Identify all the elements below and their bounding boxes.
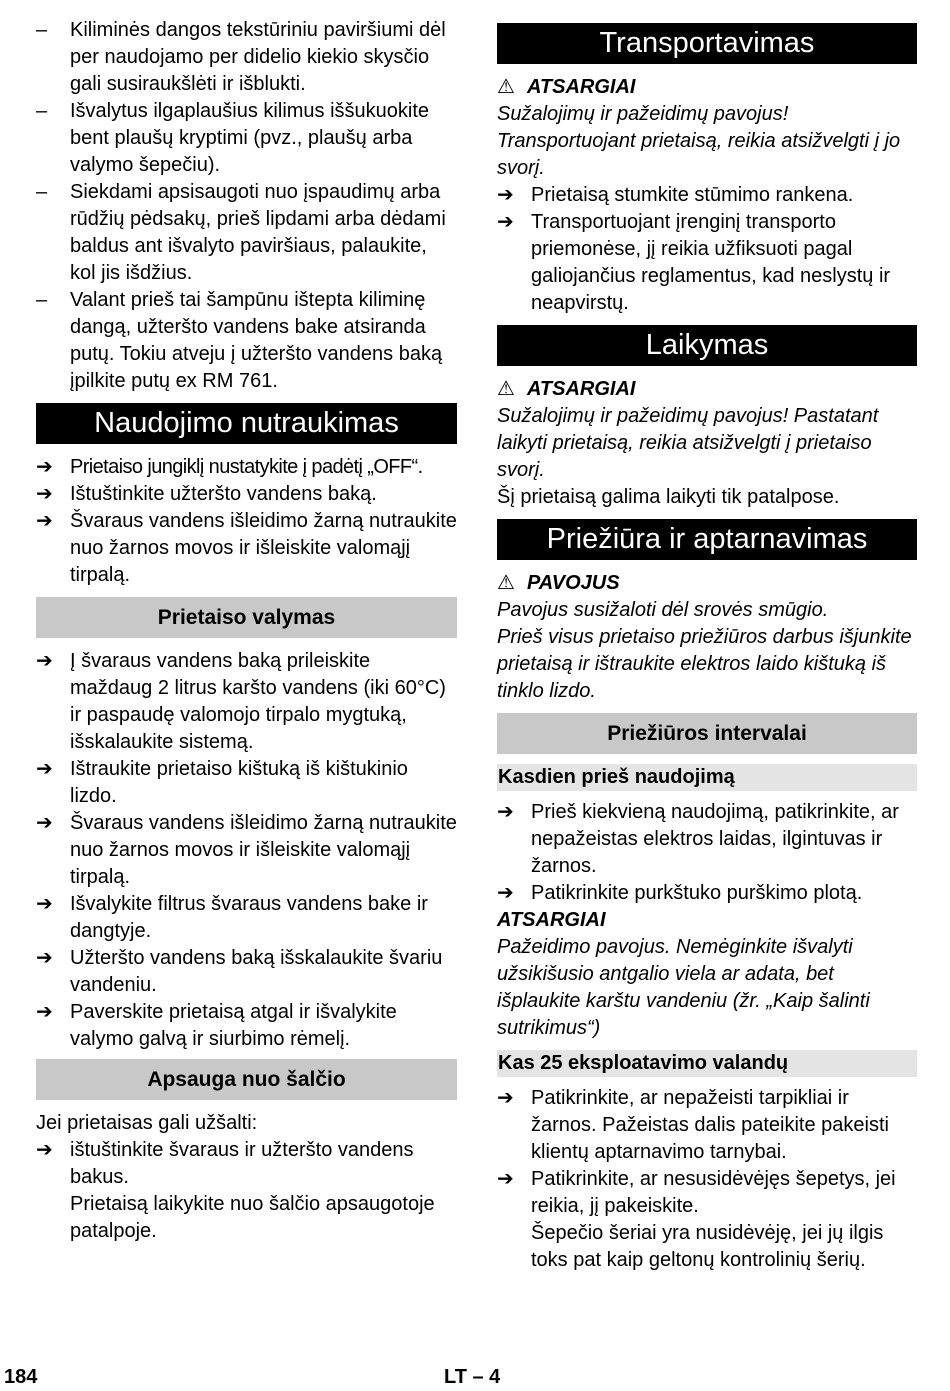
list-item: ➔ Prietaisą stumkite stūmimo rankena. (497, 182, 917, 209)
list-item: ➔ Transportuojant įrenginį transporto priemonėse, jį reikia užfiksuoti pagal galiojančius reglamentus, kad neslystų ir neapvirstų. (497, 209, 917, 317)
section-heading-intervals: Priežiūros intervalai (497, 713, 917, 754)
language-page-label: LT – 4 (444, 1366, 501, 1388)
list-item: – Išvalytus ilgaplaušius kilimus iššukuokite bent plaušų kryptimi (pvz., plaušų arba valymo šepečiu). (36, 98, 457, 179)
frost-note: Prietaisą laikykite nuo šalčio apsaugotoje patalpoje. (70, 1193, 435, 1242)
list-item: ➔ Prieš kiekvieną naudojimą, patikrinkite, ar nepažeistas elektros laidas, ilgintuvas ir žarnos. (497, 799, 917, 880)
daily-caution-label: ATSARGIAI (497, 909, 606, 931)
daily-caution-text: Pažeidimo pavojus. Nemėginkite išvalyti užsikišusio antgalio viela ar adata, bet išplaukite karštu vandeniu (žr. „Kaip šalinti sutrikimus“) (497, 936, 870, 1039)
section-heading-frost: Apsauga nuo šalčio (36, 1059, 457, 1100)
section-heading-maintenance: Priežiūra ir aptarnavimas (497, 519, 917, 560)
warning-triangle-icon: ⚠ (497, 572, 515, 594)
section-heading-cleaning: Prietaiso valymas (36, 597, 457, 638)
section-heading-transport: Transportavimas (497, 23, 917, 64)
section-heading-storage: Laikymas (497, 325, 917, 366)
maintenance-danger-label: ⚠ PAVOJUS (497, 572, 620, 594)
maintenance-danger-text: Prieš visus prietaiso priežiūros darbus išjunkite prietaisą ir ištraukite elektros laido kištuką iš tinklo lizdo. (497, 626, 912, 702)
page-number: 184 (4, 1366, 38, 1388)
list-item: ➔ ištuštinkite švaraus ir užteršto vandens bakus. (36, 1137, 457, 1191)
list-item: ➔ Ištuštinkite užteršto vandens baką. (36, 481, 457, 508)
list-item: – Siekdami apsisaugoti nuo įspaudimų arba rūdžių pėdsakų, prieš lipdami arba dėdami baldus ant išvalyto paviršiaus, palaukite, kol jis išdžius. (36, 179, 457, 287)
list-item: ➔ Švaraus vandens išleidimo žarną nutraukite nuo žarnos movos ir išleiskite valomąjį tirpalą. (36, 508, 457, 589)
list-item: ➔ Prietaiso jungiklį nustatykite į padėtį „OFF“. (36, 454, 457, 481)
list-item: ➔ Švaraus vandens išleidimo žarną nutraukite nuo žarnos movos ir išleiskite valomąjį tirpalą. (36, 810, 457, 891)
frost-intro: Jei prietaisas gali užšalti: (36, 1112, 258, 1134)
storage-text: Šį prietaisą galima laikyti tik patalpose. (497, 486, 840, 508)
transport-warning-label: ⚠ ATSARGIAI (497, 76, 636, 98)
list-item: – Kiliminės dangos tekstūriniu paviršiumi dėl per naudojamo per didelio kiekio skysčio gali susiraukšlėti ir išblukti. (36, 17, 457, 98)
list-item: ➔ Patikrinkite, ar nepažeisti tarpikliai ir žarnos. Pažeistas dalis pateikite pakeisti klientų aptarnavimo tarnybai. (497, 1085, 917, 1166)
section-heading-shutdown: Naudojimo nutraukimas (36, 403, 457, 444)
list-item: ➔ Į švaraus vandens baką prileiskite maždaug 2 litrus karšto vandens (iki 60°C) ir paspaudę valomojo tirpalo mygtuką, išskalaukite sistemą. (36, 648, 457, 756)
subheading-daily: Kasdien prieš naudojimą (497, 764, 917, 791)
list-item: ➔ Ištraukite prietaiso kištuką iš kištukinio lizdo. (36, 756, 457, 810)
warning-triangle-icon: ⚠ (497, 378, 515, 400)
list-item: ➔ Užteršto vandens baką išskalaukite švariu vandeniu. (36, 945, 457, 999)
storage-warning-text: Sužalojimų ir pažeidimų pavojus! Pastatant laikyti prietaisą, reikia atsižvelgti į prietaiso svorį. (497, 405, 879, 481)
warning-triangle-icon: ⚠ (497, 76, 515, 98)
list-item: ➔ Patikrinkite purkštuko purškimo plotą. (497, 880, 917, 907)
list-item: ➔ Patikrinkite, ar nesusidėvėjęs šepetys, jei reikia, jį pakeiskite. (497, 1166, 917, 1220)
list-item: ➔ Išvalykite filtrus švaraus vandens bake ir dangtyje. (36, 891, 457, 945)
brush-note: Šepečio šeriai yra nusidėvėję, jei jų ilgis toks pat kaip geltonų kontrolinių šerių. (531, 1222, 884, 1271)
maintenance-danger-text: Pavojus susižaloti dėl srovės smūgio. (497, 599, 829, 621)
list-item: ➔ Paverskite prietaisą atgal ir išvalykite valymo galvą ir siurbimo rėmelį. (36, 999, 457, 1053)
transport-warning-text: Sužalojimų ir pažeidimų pavojus! Transportuojant prietaisą, reikia atsižvelgti į jo svorį. (497, 103, 901, 179)
right-column (497, 23, 917, 1274)
subheading-25-hours: Kas 25 eksploatavimo valandų (497, 1050, 917, 1077)
left-column (36, 17, 457, 1245)
storage-warning-label: ⚠ ATSARGIAI (497, 378, 636, 400)
list-item: – Valant prieš tai šampūnu ištepta kiliminę dangą, užteršto vandens bake atsiranda putų. Tokiu atveju į užteršto vandens baką įpilkite putų ex RM 761. (36, 287, 457, 395)
